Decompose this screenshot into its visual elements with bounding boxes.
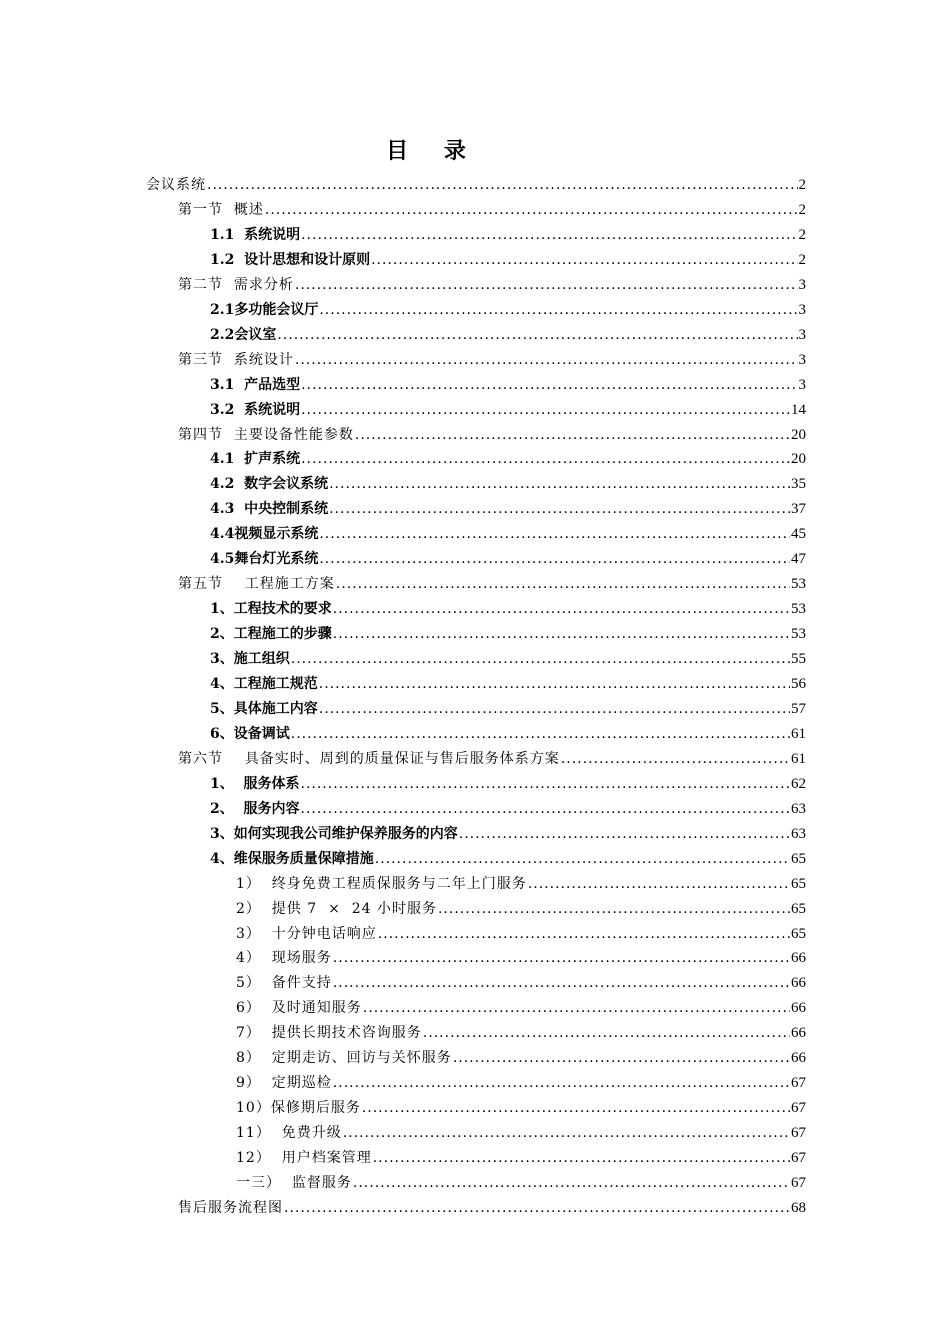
dot-leader (423, 1021, 790, 1045)
dot-leader (371, 248, 797, 272)
toc-entry[interactable] (210, 672, 806, 696)
toc-entry[interactable] (178, 572, 806, 596)
toc-entry-label: 1.2 设计思想和设计原则 (210, 251, 371, 268)
toc-entry-page-number: 67 (791, 1150, 806, 1167)
dot-leader (459, 822, 790, 846)
toc-entry-label: 3、如何实现我公司维护保养服务的内容 (210, 825, 458, 842)
toc-entry-page-number: 65 (791, 875, 806, 892)
toc-entry[interactable] (178, 273, 806, 297)
toc-entry[interactable] (210, 647, 806, 671)
toc-entry-label: 第二节 需求分析 (178, 276, 294, 293)
dot-leader (207, 173, 798, 197)
toc-entry-page-number: 45 (791, 526, 806, 543)
dot-leader (319, 298, 797, 322)
dot-leader (438, 897, 790, 921)
toc-entry-label: 一三） 监督服务 (236, 1175, 352, 1191)
toc-entry-label: 6、设备调试 (210, 725, 290, 742)
dot-leader (295, 348, 798, 372)
toc-entry-page-number: 2 (798, 226, 806, 243)
toc-entry-page-number: 67 (791, 1125, 806, 1142)
toc-entry-page-number: 65 (791, 850, 806, 867)
dot-leader (343, 1121, 790, 1145)
toc-entry[interactable] (210, 298, 806, 322)
toc-entry-label: 2、工程施工的步骤 (210, 626, 332, 643)
toc-entry[interactable] (236, 1096, 806, 1120)
toc-entry-label: 1.1 系统说明 (210, 226, 301, 243)
toc-entry[interactable] (210, 597, 806, 621)
toc-entry-page-number: 66 (791, 1025, 806, 1042)
toc-entry[interactable] (210, 323, 806, 347)
toc-entry[interactable] (210, 223, 806, 247)
toc-entry[interactable] (210, 547, 806, 571)
toc-entry[interactable] (210, 373, 806, 397)
toc-title: 目 录 (386, 138, 480, 164)
dot-leader (355, 423, 790, 447)
toc-entry-page-number: 66 (791, 1000, 806, 1017)
dot-leader (336, 572, 790, 596)
dot-leader (373, 1146, 790, 1170)
toc-entry-page-number: 3 (798, 276, 806, 293)
dot-leader (375, 847, 790, 871)
dot-leader (353, 1171, 790, 1195)
dot-leader (378, 922, 790, 946)
toc-entry-label: 会议系统 (146, 177, 206, 193)
toc-entry-page-number: 2 (798, 177, 806, 193)
toc-entry-label: 2、 服务内容 (210, 800, 300, 817)
toc-entry[interactable] (210, 847, 806, 871)
toc-entry[interactable] (178, 423, 806, 447)
toc-entry-label: 2.2会议室 (210, 326, 277, 343)
toc-entry-page-number: 67 (791, 1075, 806, 1092)
toc-entry[interactable] (236, 1171, 806, 1195)
toc-entry-page-number: 66 (791, 950, 806, 967)
toc-entry-page-number: 35 (791, 476, 806, 493)
toc-entry-label: 第四节 主要设备性能参数 (178, 426, 354, 443)
toc-entry-page-number: 20 (791, 426, 806, 443)
toc-entry-label: 4、工程施工规范 (210, 676, 318, 692)
toc-entry-label: 1、 服务体系 (210, 775, 300, 792)
toc-entry-page-number: 3 (798, 376, 806, 393)
toc-entry-page-number: 61 (791, 750, 806, 767)
toc-entry[interactable] (236, 1071, 806, 1095)
dot-leader (301, 797, 791, 821)
toc-entry[interactable] (210, 522, 806, 546)
dot-leader (561, 747, 790, 771)
toc-entry[interactable] (236, 1146, 806, 1170)
dot-leader (319, 547, 790, 571)
toc-entry[interactable] (178, 198, 806, 222)
toc-entry[interactable] (236, 946, 806, 970)
toc-entry-label: 3） 十分钟电话响应 (236, 925, 377, 942)
toc-entry-label: 7） 提供长期技术咨询服务 (236, 1025, 422, 1042)
toc-entry-label: 5） 备件支持 (236, 975, 332, 992)
toc-entry[interactable] (236, 897, 806, 921)
toc-entry-page-number: 56 (791, 676, 806, 692)
toc-entry-label: 4、维保服务质量保障措施 (210, 850, 374, 867)
toc-entry-page-number: 37 (791, 501, 806, 518)
toc-entry-label: 5、具体施工内容 (210, 700, 318, 717)
toc-entry-page-number: 67 (791, 1175, 806, 1191)
dot-leader (333, 971, 790, 995)
toc-entry-page-number: 20 (791, 451, 806, 468)
toc-entry[interactable] (210, 622, 806, 646)
toc-entry[interactable] (210, 447, 806, 471)
toc-entry-page-number: 3 (798, 326, 806, 343)
toc-entry-page-number: 61 (791, 725, 806, 742)
toc-entry-page-number: 53 (791, 626, 806, 643)
dot-leader (319, 522, 790, 546)
toc-entry-label: 10）保修期后服务 (236, 1100, 361, 1117)
dot-leader (329, 472, 790, 496)
toc-entry[interactable] (210, 398, 806, 422)
dot-leader (362, 1096, 790, 1120)
toc-entry[interactable] (210, 497, 806, 521)
dot-leader (291, 647, 790, 671)
toc-entry-label: 3.2 系统说明 (210, 401, 301, 418)
dot-leader (295, 273, 798, 297)
dot-leader (301, 223, 797, 247)
toc-entry-label: 4.1 扩声系统 (210, 451, 301, 468)
dot-leader (333, 622, 790, 646)
toc-entry[interactable] (210, 797, 806, 821)
toc-entry[interactable] (210, 822, 806, 846)
dot-leader (333, 1071, 790, 1095)
toc-entry[interactable] (236, 872, 806, 896)
toc-entry-page-number: 57 (791, 700, 806, 717)
toc-entry[interactable] (236, 1046, 806, 1070)
toc-entry-page-number: 66 (791, 975, 806, 992)
toc-entry-label: 9） 定期巡检 (236, 1075, 332, 1092)
toc-entry[interactable] (236, 996, 806, 1020)
dot-leader (301, 373, 797, 397)
dot-leader (301, 447, 790, 471)
toc-entry[interactable] (210, 722, 806, 746)
toc-entry[interactable] (146, 173, 806, 197)
toc-entry-label: 2） 提供 7 × 24 小时服务 (236, 900, 437, 917)
toc-entry-page-number: 14 (791, 401, 806, 418)
toc-entry-label: 12） 用户档案管理 (236, 1150, 372, 1167)
dot-leader (284, 1196, 790, 1220)
toc-entry[interactable] (210, 772, 806, 796)
toc-entry-label: 3.1 产品选型 (210, 376, 301, 393)
toc-entry-label: 第一节 概述 (178, 201, 264, 218)
toc-entry-page-number: 68 (791, 1199, 806, 1216)
toc-entry-label: 11） 免费升级 (236, 1125, 342, 1142)
dot-leader (363, 996, 790, 1020)
toc-entry-label: 1、工程技术的要求 (210, 601, 332, 618)
toc-entry-page-number: 55 (791, 651, 806, 668)
dot-leader (301, 398, 790, 422)
dot-leader (319, 697, 790, 721)
toc-entry-label: 售后服务流程图 (178, 1199, 283, 1216)
dot-leader (333, 597, 790, 621)
toc-entry-page-number: 62 (791, 775, 806, 792)
toc-entry-page-number: 63 (791, 825, 806, 842)
toc-entry[interactable] (210, 697, 806, 721)
toc-entry-label: 2.1多功能会议厅 (210, 301, 319, 318)
toc-entry-page-number: 3 (798, 351, 806, 368)
dot-leader (277, 323, 797, 347)
dot-leader (291, 722, 790, 746)
toc-entry[interactable] (178, 348, 806, 372)
dot-leader (301, 772, 791, 796)
toc-entry-label: 6） 及时通知服务 (236, 1000, 362, 1017)
toc-entry-label: 4） 现场服务 (236, 950, 332, 967)
toc-entry-label: 8） 定期走访、回访与关怀服务 (236, 1050, 452, 1067)
toc-entry[interactable] (236, 1121, 806, 1145)
toc-entry-label: 3、施工组织 (210, 651, 290, 668)
dot-leader (453, 1046, 790, 1070)
toc-entry-label: 4.2 数字会议系统 (210, 476, 329, 493)
toc-entry[interactable] (210, 472, 806, 496)
toc-entry[interactable] (236, 971, 806, 995)
toc-entry-label: 第五节 工程施工方案 (178, 576, 335, 593)
dot-leader (265, 198, 798, 222)
toc-entry[interactable] (236, 1021, 806, 1045)
toc-entry-page-number: 2 (798, 251, 806, 268)
toc-entry-label: 4.5舞台灯光系统 (210, 551, 319, 568)
toc-entry-label: 第六节 具备实时、周到的质量保证与售后服务体系方案 (178, 750, 560, 767)
toc-entry-label: 1） 终身免费工程质保服务与二年上门服务 (236, 875, 527, 892)
toc-entry-page-number: 53 (791, 576, 806, 593)
toc-entry-label: 4.3 中央控制系统 (210, 501, 329, 518)
toc-entry-page-number: 47 (791, 551, 806, 568)
toc-entry[interactable] (236, 922, 806, 946)
dot-leader (329, 497, 790, 521)
toc-entry[interactable] (178, 747, 806, 771)
toc-entry-label: 4.4视频显示系统 (210, 526, 319, 543)
dot-leader (333, 946, 790, 970)
toc-entry-page-number: 65 (791, 900, 806, 917)
dot-leader (528, 872, 790, 896)
toc-entry-label: 第三节 系统设计 (178, 351, 294, 368)
toc-entry-page-number: 65 (791, 925, 806, 942)
toc-entry-page-number: 53 (791, 601, 806, 618)
toc-entry-page-number: 67 (791, 1100, 806, 1117)
toc-entry-page-number: 63 (791, 800, 806, 817)
toc-entry-page-number: 66 (791, 1050, 806, 1067)
toc-entry-page-number: 3 (798, 301, 806, 318)
toc-entry[interactable] (178, 1196, 806, 1220)
dot-leader (319, 672, 790, 696)
toc-entry[interactable] (210, 248, 806, 272)
toc-entry-page-number: 2 (798, 201, 806, 218)
